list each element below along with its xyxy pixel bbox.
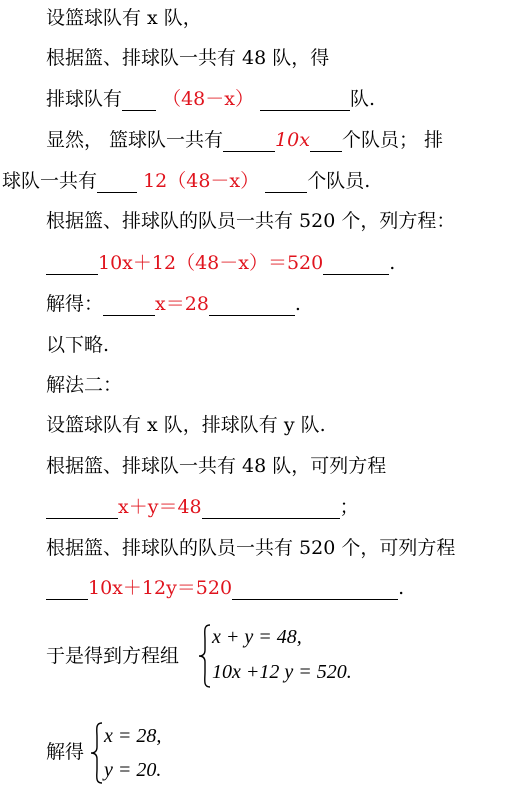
equation-2: 10x +12 y = 520. [212,661,352,683]
line-4 [46,128,443,152]
blank [122,88,156,111]
blank [232,577,398,600]
text: . [389,252,396,274]
equation-1: x + y = 48, [212,626,302,648]
blank [209,293,295,316]
line-12 [46,454,386,478]
line-3 [46,87,375,111]
text: 根据篮、排球队的队员一共有 520 个，可列方程 [46,537,456,559]
blank [310,129,342,152]
answer: x＋y＝48 [118,496,202,518]
text: 个队员； 排 [341,129,443,151]
blank [323,252,389,275]
text: ； [339,496,359,518]
answer: 10x＋12y＝520 [88,577,233,599]
blank [46,496,118,519]
line-9 [46,333,109,357]
system-label: 解得 [46,741,85,763]
answer: 12（48－x） [143,170,260,192]
line-2 [46,46,329,70]
left-brace-icon [198,624,212,688]
answer: x＝28 [155,293,209,315]
line-6 [46,209,455,233]
line-13 [46,495,359,519]
blank [97,170,137,193]
line-15 [46,576,404,600]
equation-system-2 [46,720,246,790]
text: 显然， 篮球队一共有 [46,129,224,151]
equation-system-1 [46,622,446,692]
blank [202,496,340,519]
text: 以下略. [46,334,110,356]
line-5 [2,169,370,193]
text: 排球队有 [46,88,123,110]
text: 个队员. [307,170,371,192]
line-11 [46,413,326,437]
line-7 [46,251,395,275]
text: 球队一共有 [2,170,98,192]
blank [103,293,155,316]
equation-1: x = 28, [104,725,162,747]
text: 根据篮、排球队一共有 48 队，可列方程 [46,455,387,477]
equation-2: y = 20. [104,759,162,781]
answer: 10x＋12（48－x）＝520 [98,252,324,274]
text: . [294,293,301,315]
text: 设篮球队有 x 队，排球队有 y 队. [46,414,326,436]
blank [260,88,350,111]
left-brace-icon [90,722,104,784]
blank [265,170,307,193]
text: 根据篮、排球队的队员一共有 520 个，列方程： [46,210,456,232]
text: 根据篮、排球队一共有 48 队，得 [46,47,330,69]
text: . [398,577,405,599]
text: 队. [350,88,376,110]
answer: 10x [275,129,310,151]
line-1 [46,6,202,30]
text: 设篮球队有 x 队， [46,7,202,29]
text: 解法二： [46,374,123,396]
line-8 [46,292,301,316]
blank [46,252,98,275]
text: 解得： [46,293,104,315]
line-10 [46,373,122,397]
answer: （48－x） [162,88,254,110]
blank [46,577,88,600]
system-label: 于是得到方程组 [46,645,180,667]
line-14 [46,536,455,560]
blank [223,129,275,152]
